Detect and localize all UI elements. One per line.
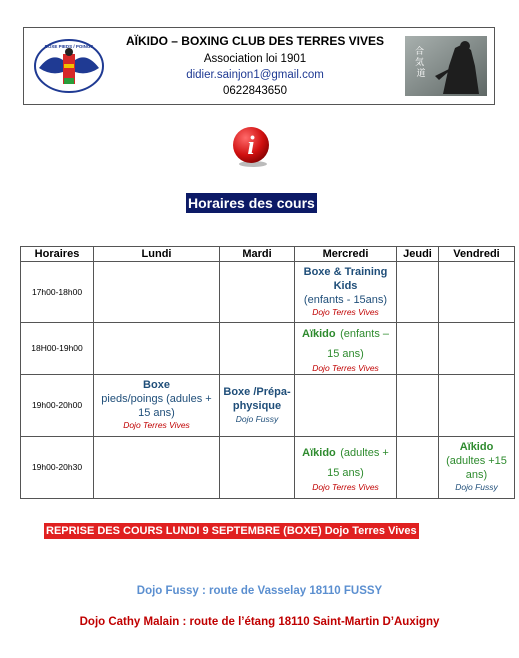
course-text	[295, 442, 396, 482]
empty-cell	[439, 262, 515, 323]
header-lundi: Lundi	[94, 247, 220, 262]
schedule-table	[20, 246, 515, 499]
course-cell	[295, 436, 397, 498]
empty-cell	[397, 323, 439, 375]
course-cell	[439, 436, 515, 498]
reprise-banner: REPRISE DES COURS LUNDI 9 SEPTEMBRE (BOXE) Dojo Terres Vives	[46, 525, 417, 537]
empty-cell	[94, 323, 220, 375]
course-activity: Boxe & Training Kids	[303, 266, 388, 292]
empty-cell	[397, 374, 439, 436]
empty-cell	[94, 262, 220, 323]
empty-cell	[94, 436, 220, 498]
header-text	[114, 32, 396, 97]
section-title: Horaires des cours	[188, 195, 315, 211]
course-detail: pieds/poings (adules + 15 ans)	[101, 392, 212, 419]
time-cell: 17h00-18h00	[21, 262, 94, 323]
address-fussy: Dojo Fussy : route de Vasselay 18110 FUSSY	[136, 585, 383, 597]
address-cathy-malain: Dojo Cathy Malain : route de l’étang 18110 Saint-Martin D’Auxigny	[79, 616, 440, 628]
course-dojo: Dojo Fussy	[455, 482, 498, 493]
club-title: AÏKIDO – BOXING CLUB DES TERRES VIVES	[125, 34, 385, 48]
course-cell	[220, 374, 295, 436]
contact-phone: 0622843650	[223, 85, 287, 97]
aikido-logo	[405, 36, 487, 96]
course-cell	[94, 374, 220, 436]
course-cell	[295, 323, 397, 375]
empty-cell	[397, 262, 439, 323]
kanji-3: 道	[416, 69, 426, 79]
empty-cell	[439, 374, 515, 436]
boxing-club-logo	[33, 38, 105, 94]
empty-cell	[220, 436, 295, 498]
association-line: Association loi 1901	[203, 53, 307, 65]
table-header-row	[21, 247, 515, 262]
time-cell: 19h00-20h30	[21, 436, 94, 498]
empty-cell	[397, 436, 439, 498]
course-activity: Aïkido	[302, 446, 336, 459]
info-icon	[228, 124, 274, 170]
course-activity: Aïkido	[302, 328, 336, 340]
header-mercredi: Mercredi	[295, 247, 397, 262]
course-dojo: Dojo Terres Vives	[312, 307, 379, 318]
time-cell: 18H00-19h00	[21, 323, 94, 375]
course-activity: Boxe	[143, 379, 170, 392]
header-horaires: Horaires	[21, 247, 94, 262]
course-dojo: Dojo Terres Vives	[123, 420, 190, 431]
header-mardi: Mardi	[220, 247, 295, 262]
empty-cell	[220, 323, 295, 375]
header-jeudi: Jeudi	[397, 247, 439, 262]
course-text	[295, 323, 396, 363]
course-dojo: Dojo Terres Vives	[312, 363, 379, 373]
time-cell: 19h00-20h00	[21, 374, 94, 436]
table-row	[21, 323, 515, 375]
aikido-kanji	[415, 45, 427, 79]
course-detail: (enfants - 15ans)	[303, 293, 388, 306]
course-activity: Boxe /Prépa-physique	[223, 386, 291, 412]
logo-caption: BOXE PIEDS / POINGS	[44, 44, 94, 49]
svg-text:i: i	[247, 131, 255, 160]
empty-cell	[295, 374, 397, 436]
contact-email[interactable]: didier.sainjon1@gmail.com	[186, 69, 324, 81]
header-vendredi: Vendredi	[439, 247, 515, 262]
course-cell	[295, 262, 397, 323]
empty-cell	[220, 262, 295, 323]
course-detail: (adultes + 15 ans)	[327, 446, 389, 479]
empty-cell	[439, 323, 515, 375]
table-row	[21, 374, 515, 436]
kanji-1: 合	[415, 47, 425, 57]
kanji-2: 気	[415, 58, 425, 68]
course-detail: (enfants – 15 ans)	[327, 328, 389, 360]
table-row	[21, 262, 515, 323]
course-activity: Aïkido	[459, 441, 494, 454]
club-header	[23, 27, 495, 105]
table-row	[21, 436, 515, 498]
course-detail: (adultes +15 ans)	[446, 454, 507, 481]
course-dojo: Dojo Fussy	[235, 413, 279, 424]
course-dojo: Dojo Terres Vives	[312, 481, 379, 492]
